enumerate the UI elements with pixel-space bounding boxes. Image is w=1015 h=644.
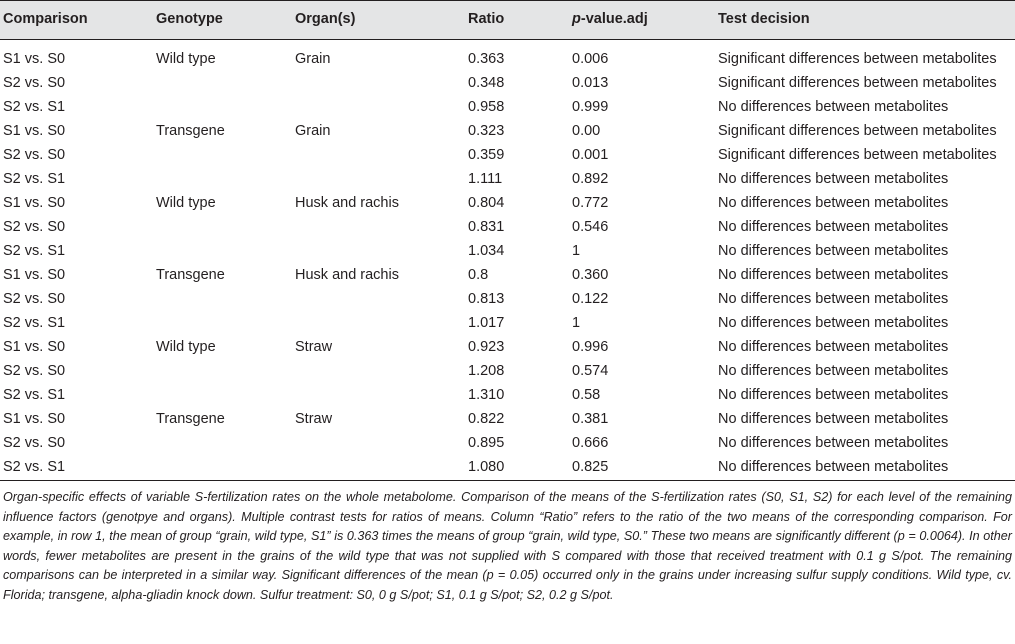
table-body xyxy=(0,40,1015,481)
decision-cell: No differences between metabolites xyxy=(718,243,949,259)
genotype-cell: Wild type xyxy=(156,339,216,355)
pvalue-cell: 0.666 xyxy=(572,435,609,451)
table-row xyxy=(0,95,1015,119)
decision-cell: Significant differences between metabolites xyxy=(718,123,997,139)
pvalue-cell: 0.999 xyxy=(572,99,609,115)
table-row xyxy=(0,431,1015,455)
table-row xyxy=(0,239,1015,263)
table-row xyxy=(0,167,1015,191)
ratio-cell: 0.923 xyxy=(468,339,505,355)
comparison-cell: S1 vs. S0 xyxy=(3,267,66,283)
decision-cell: No differences between metabolites xyxy=(718,291,949,307)
table-row xyxy=(0,335,1015,359)
ratio-cell: 1.208 xyxy=(468,363,505,379)
organ-cell: Grain xyxy=(295,123,331,139)
organ-cell: Grain xyxy=(295,51,331,67)
pvalue-cell: 0.574 xyxy=(572,363,609,379)
organ-cell: Husk and rachis xyxy=(295,195,399,211)
ratio-cell: 0.348 xyxy=(468,75,505,91)
organ-cell: Husk and rachis xyxy=(295,267,399,283)
comparison-cell: S2 vs. S0 xyxy=(3,435,66,451)
table-row xyxy=(0,215,1015,239)
header-ratio: Ratio xyxy=(468,11,505,27)
table-row xyxy=(0,383,1015,407)
comparison-cell: S2 vs. S1 xyxy=(3,387,66,403)
table-row xyxy=(0,119,1015,143)
ratio-cell: 0.323 xyxy=(468,123,505,139)
decision-cell: No differences between metabolites xyxy=(718,171,949,187)
comparison-cell: S2 vs. S0 xyxy=(3,147,66,163)
comparison-cell: S2 vs. S0 xyxy=(3,291,66,307)
comparison-cell: S1 vs. S0 xyxy=(3,123,66,139)
ratio-cell: 0.363 xyxy=(468,51,505,67)
table-row xyxy=(0,287,1015,311)
table-header xyxy=(0,0,1015,40)
table-row xyxy=(0,311,1015,335)
table-row xyxy=(0,263,1015,287)
pvalue-cell: 0.546 xyxy=(572,219,609,235)
decision-cell: Significant differences between metabolites xyxy=(718,75,997,91)
ratio-cell: 0.359 xyxy=(468,147,505,163)
table-caption: Organ-specific effects of variable S-fertilization rates on the whole metabolome. Comparison of the means of the S-fertilization rates (S0, S1, S2) for each level of the remaining influence factors (genotpye and organs). Multiple contrast tests for ratios of means. Column “Ratio” refers to the ratio of the two means of the corresponding comparison. For example, in row 1, the mean of group “grain, wild type, S1” is 0.363 times the means of group “grain, wild type, S0.” These two means are significantly different (p = 0.0064). In other words, fewer metabolites are present in the grains of the wild type that was not supplied with S compared with those that received treatment with 0.1 g S/pot. The remaining comparisons can be interpreted in a similar way. Significant differences of the mean (p = 0.05) occurred only in the grains under increasing sulfur supply conditions. Wild type, cv. Florida; transgene, alpha-gliadin knock down. Sulfur treatment: S0, 0 g S/pot; S1, 0.1 g S/pot; S2, 0.2 g S/pot. xyxy=(3,490,1012,602)
decision-cell: No differences between metabolites xyxy=(718,387,949,403)
header-genotype: Genotype xyxy=(156,11,223,27)
ratio-cell: 1.080 xyxy=(468,459,505,475)
comparison-cell: S2 vs. S1 xyxy=(3,99,66,115)
ratio-cell: 1.310 xyxy=(468,387,505,403)
genotype-cell: Transgene xyxy=(156,267,225,283)
pvalue-cell: 0.825 xyxy=(572,459,609,475)
comparison-cell: S2 vs. S1 xyxy=(3,459,66,475)
ratio-cell: 0.813 xyxy=(468,291,505,307)
pvalue-cell: 0.892 xyxy=(572,171,609,187)
table-row xyxy=(0,47,1015,71)
pvalue-cell: 0.122 xyxy=(572,291,609,307)
table-row xyxy=(0,407,1015,431)
table-row xyxy=(0,143,1015,167)
decision-cell: No differences between metabolites xyxy=(718,435,949,451)
ratio-cell: 0.958 xyxy=(468,99,505,115)
comparison-cell: S1 vs. S0 xyxy=(3,411,66,427)
ratio-cell: 0.831 xyxy=(468,219,505,235)
genotype-cell: Transgene xyxy=(156,411,225,427)
table-row xyxy=(0,71,1015,95)
ratio-cell: 1.034 xyxy=(468,243,505,259)
organ-cell: Straw xyxy=(295,411,333,427)
header-organs: Organ(s) xyxy=(295,11,356,27)
decision-cell: No differences between metabolites xyxy=(718,99,949,115)
pvalue-cell: 0.996 xyxy=(572,339,609,355)
pvalue-cell: 0.013 xyxy=(572,75,609,91)
decision-cell: No differences between metabolites xyxy=(718,411,949,427)
genotype-cell: Wild type xyxy=(156,195,216,211)
comparison-cell: S2 vs. S1 xyxy=(3,243,66,259)
pvalue-cell: 0.00 xyxy=(572,123,601,139)
pvalue-cell: 0.58 xyxy=(572,387,601,403)
table-row xyxy=(0,359,1015,383)
header-comparison: Comparison xyxy=(3,11,88,27)
header-pvalue-rest: -value.adj xyxy=(580,11,648,27)
decision-cell: Significant differences between metabolites xyxy=(718,147,997,163)
organ-cell: Straw xyxy=(295,339,333,355)
genotype-cell: Wild type xyxy=(156,51,216,67)
comparison-cell: S2 vs. S1 xyxy=(3,171,66,187)
header-decision: Test decision xyxy=(718,11,810,27)
pvalue-cell: 1 xyxy=(572,315,581,331)
ratio-cell: 0.895 xyxy=(468,435,505,451)
comparison-cell: S2 vs. S0 xyxy=(3,363,66,379)
pvalue-cell: 0.772 xyxy=(572,195,609,211)
table-row xyxy=(0,191,1015,215)
decision-cell: No differences between metabolites xyxy=(718,315,949,331)
comparison-cell: S2 vs. S0 xyxy=(3,219,66,235)
pvalue-cell: 1 xyxy=(572,243,581,259)
pvalue-cell: 0.360 xyxy=(572,267,609,283)
ratio-cell: 0.8 xyxy=(468,267,489,283)
decision-cell: No differences between metabolites xyxy=(718,339,949,355)
ratio-cell: 1.017 xyxy=(468,315,505,331)
decision-cell: Significant differences between metabolites xyxy=(718,51,997,67)
header-pvalue-p: p xyxy=(572,11,581,27)
ratio-cell: 0.822 xyxy=(468,411,505,427)
comparison-cell: S1 vs. S0 xyxy=(3,51,66,67)
decision-cell: No differences between metabolites xyxy=(718,195,949,211)
pvalue-cell: 0.001 xyxy=(572,147,609,163)
comparison-cell: S2 vs. S0 xyxy=(3,75,66,91)
pvalue-cell: 0.006 xyxy=(572,51,609,67)
table-row xyxy=(0,455,1015,479)
genotype-cell: Transgene xyxy=(156,123,225,139)
comparison-cell: S1 vs. S0 xyxy=(3,339,66,355)
comparison-cell: S2 vs. S1 xyxy=(3,315,66,331)
ratio-cell: 0.804 xyxy=(468,195,505,211)
header-pvalue xyxy=(572,7,648,31)
ratio-cell: 1.111 xyxy=(468,171,503,187)
comparison-cell: S1 vs. S0 xyxy=(3,195,66,211)
decision-cell: No differences between metabolites xyxy=(718,459,949,475)
decision-cell: No differences between metabolites xyxy=(718,267,949,283)
decision-cell: No differences between metabolites xyxy=(718,219,949,235)
decision-cell: No differences between metabolites xyxy=(718,363,949,379)
pvalue-cell: 0.381 xyxy=(572,411,609,427)
